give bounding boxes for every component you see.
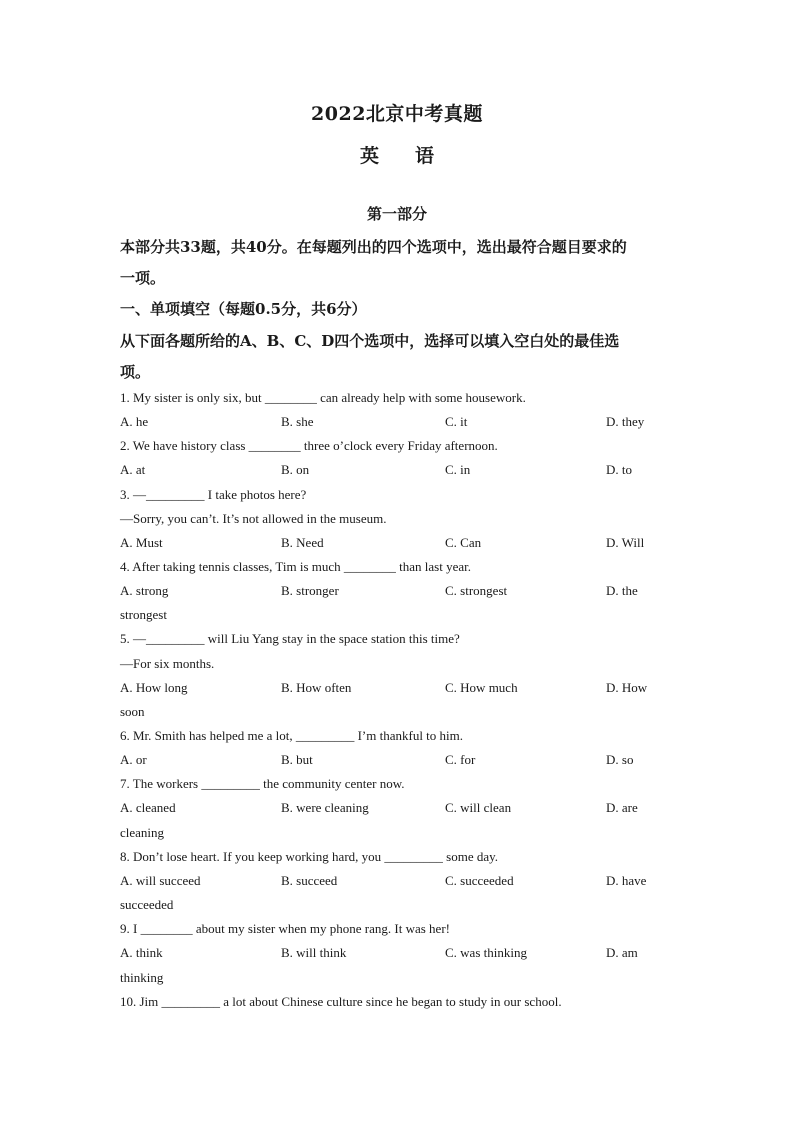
option-b: B. succeed [281, 873, 338, 888]
option-c: C. How much [445, 680, 518, 695]
options-row [120, 414, 680, 430]
option-c: C. was thinking [445, 945, 527, 960]
question-reply: —For six months. [120, 656, 215, 671]
option-c: C. succeeded [445, 873, 514, 888]
subject-char-left: 英 [359, 145, 379, 167]
question-stem: 7. The workers _________ the community center now. [120, 776, 405, 791]
option-d: D. How [606, 680, 648, 695]
question-stem: 9. I ________ about my sister when my phone rang. It was her! [120, 921, 450, 936]
option-c: C. strongest [445, 583, 508, 598]
question-stem: 6. Mr. Smith has helped me a lot, _________ I’m thankful to him. [120, 728, 464, 743]
option-d: D. the [606, 583, 638, 598]
option-a: A. will succeed [120, 873, 201, 888]
question-stem: 1. My sister is only six, but ________ can already help with some housework. [120, 390, 526, 405]
option-d-wrap: cleaning [120, 825, 165, 840]
option-a: A. strong [120, 583, 169, 598]
option-a: A. he [120, 414, 149, 429]
options-row [120, 945, 680, 961]
option-d: D. Will [606, 535, 645, 550]
option-c: C. in [445, 462, 471, 477]
options-row [120, 800, 680, 816]
option-d: D. are [606, 800, 638, 815]
option-d-wrap: succeeded [120, 897, 174, 912]
options-row [120, 583, 680, 599]
question-stem: 10. Jim _________ a lot about Chinese culture since he began to study in our school. [120, 994, 562, 1009]
option-c: C. it [445, 414, 468, 429]
option-c: C. Can [445, 535, 482, 550]
option-b: B. will think [281, 945, 347, 960]
subject-title [0, 141, 794, 168]
option-b: B. were cleaning [281, 800, 369, 815]
option-a: A. at [120, 462, 146, 477]
option-d: D. to [606, 462, 632, 477]
option-d: D. am [606, 945, 638, 960]
question-stem: 4. After taking tennis classes, Tim is much ________ than last year. [120, 559, 471, 574]
option-b: B. she [281, 414, 314, 429]
part-intro-line2: 一项。 [120, 269, 166, 287]
option-a: A. think [120, 945, 163, 960]
option-b: B. How often [281, 680, 352, 695]
part-heading: 第一部分 [366, 205, 427, 223]
options-row [120, 752, 680, 768]
section-instruction-line2: 项。 [120, 363, 151, 381]
option-d-wrap: thinking [120, 970, 164, 985]
option-d: D. have [606, 873, 647, 888]
option-d-wrap: soon [120, 704, 145, 719]
part-intro-line1: 本部分共33题，共40分。在每题列出的四个选项中，选出最符合题目要求的 [120, 238, 627, 256]
section-instruction-line1: 从下面各题所给的A、B、C、D四个选项中，选择可以填入空白处的最佳选 [120, 332, 620, 350]
options-row [120, 873, 680, 889]
option-d-wrap: strongest [120, 607, 167, 622]
option-a: A. or [120, 752, 147, 767]
options-row [120, 462, 680, 478]
option-b: B. but [281, 752, 313, 767]
question-stem: 8. Don’t lose heart. If you keep working hard, you _________ some day. [120, 849, 499, 864]
question-stem: 5. —_________ will Liu Yang stay in the space station this time? [120, 631, 460, 646]
option-a: A. Must [120, 535, 163, 550]
options-row [120, 680, 680, 696]
subject-char-right: 语 [415, 145, 435, 167]
option-b: B. on [281, 462, 310, 477]
option-a: A. cleaned [120, 800, 176, 815]
question-reply: —Sorry, you can’t. It’s not allowed in the museum. [120, 511, 387, 526]
question-stem: 3. —_________ I take photos here? [120, 487, 307, 502]
option-d: D. they [606, 414, 645, 429]
option-c: C. for [445, 752, 476, 767]
option-b: B. Need [281, 535, 324, 550]
option-c: C. will clean [445, 800, 512, 815]
option-b: B. stronger [281, 583, 339, 598]
option-d: D. so [606, 752, 634, 767]
options-row [120, 535, 680, 551]
question-stem: 2. We have history class ________ three o’clock every Friday afternoon. [120, 438, 498, 453]
section-heading: 一、单项填空（每题0.5分，共6分） [120, 300, 367, 318]
option-a: A. How long [120, 680, 188, 695]
exam-title: 2022北京中考真题 [311, 103, 483, 125]
